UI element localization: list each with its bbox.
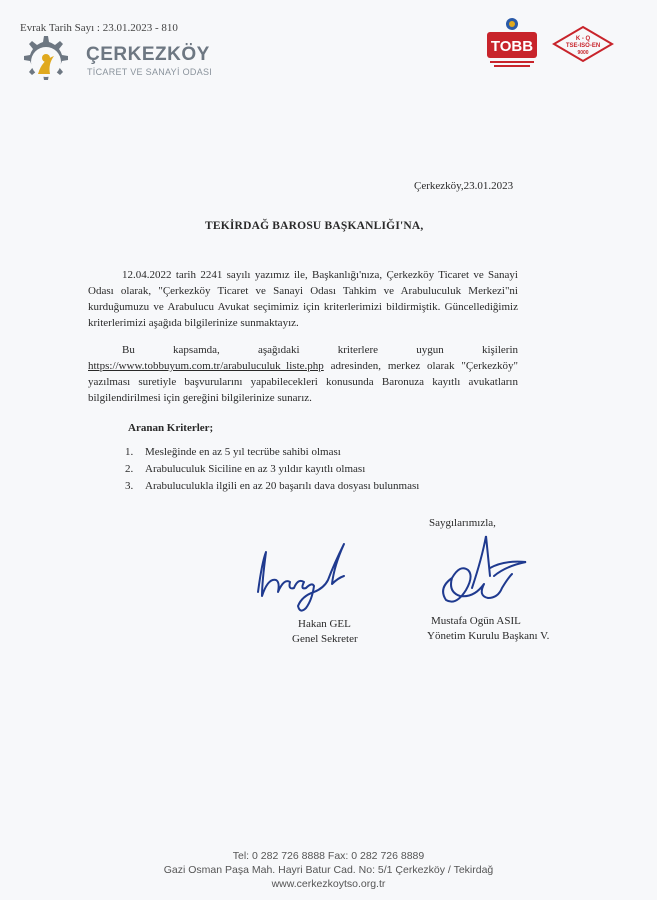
brand-subtitle: TİCARET VE SANAYİ ODASI (87, 67, 213, 77)
footer-address: Gazi Osman Paşa Mah. Hayri Batur Cad. No: 5/1 Çerkezköy / Tekirdağ (163, 864, 494, 876)
signatory-secretary-title: Genel Sekreter (292, 633, 358, 645)
tobb-label: TOBB (490, 38, 534, 55)
signatory-secretary-name: Hakan GEL (298, 618, 351, 630)
criteria-list (125, 444, 419, 495)
footer-website[interactable]: www.cerkezkoytso.org.tr (271, 878, 386, 890)
paragraph-one (88, 267, 518, 331)
list-item: 1. Mesleğinde en az 5 yıl tecrübe sahibi olması (125, 446, 341, 458)
tse-iso-certification-icon (552, 25, 614, 63)
letter-footer (0, 849, 657, 891)
tse-bottom-label: 9000 (577, 50, 589, 56)
signatory-chairman-name: Mustafa Ogün ASIL (431, 615, 521, 627)
paragraph-two (88, 342, 518, 406)
signature-secretary-icon (250, 532, 362, 618)
signatory-chairman-title: Yönetim Kurulu Başkanı V. (427, 630, 550, 642)
footer-phone: Tel: 0 282 726 8888 Fax: 0 282 726 8889 (232, 850, 425, 862)
brand-name: ÇERKEZKÖY (86, 44, 210, 65)
tobb-logo-icon (484, 14, 540, 70)
letter-date: Çerkezköy,23.01.2023 (414, 180, 514, 192)
signature-chairman-icon (432, 528, 532, 614)
letter-recipient: TEKİRDAĞ BAROSU BAŞKANLIĞI'NA, (205, 220, 424, 232)
list-item: 3. Arabuluculukla ilgili en az 20 başarılı dava dosyası bulunması (125, 480, 420, 492)
criteria-title: Aranan Kriterler; (128, 422, 214, 434)
document-stamp: Evrak Tarih Sayı : 23.01.2023 - 810 (20, 22, 178, 34)
closing-salutation: Saygılarımızla, (429, 517, 496, 529)
paragraph-two-rest: adresinden, merkez olarak "Çerkezköy" yazılması suretiyle başvurularını yapabilecekleri konusunda Baronuza kayıtlı avukatların bilgilendirilmesi için gereğini bilgilerinize sunarız. (88, 360, 519, 404)
signatory-chairman (427, 614, 549, 644)
tse-mid-label: TSE-ISO-EN (565, 43, 601, 49)
paragraph-one-text: 12.04.2022 tarih 2241 sayılı yazımız ile, Başkanlığı'nıza, Çerkezköy Ticaret ve Sanayi Odası olarak, "Çerkezköy Ticaret ve Sanayi Odası Tahkim ve Arabuluculuk Merkezi"ni kurduğumuzu ve Arabulucu Avukat seçimimiz için kriterlerimizi bildirmiştik. Güncellediğimiz kriterlerimizi aşağıda bilgilerinize sunmaktayız. (88, 269, 518, 329)
signatory-secretary (292, 617, 358, 647)
list-item: 2. Arabuluculuk Siciline en az 3 yıldır kayıtlı olması (125, 463, 366, 475)
paragraph-two-intro: Bu kapsamda, aşağıdaki kriterlere uygun kişilerin (122, 344, 518, 356)
chamber-gear-logo-icon (12, 30, 76, 94)
arabuluculuk-list-link[interactable]: https://www.tobbuyum.com.tr/arabuluculuk_liste.php (88, 360, 324, 372)
tse-top-label: K - Q (575, 36, 591, 42)
